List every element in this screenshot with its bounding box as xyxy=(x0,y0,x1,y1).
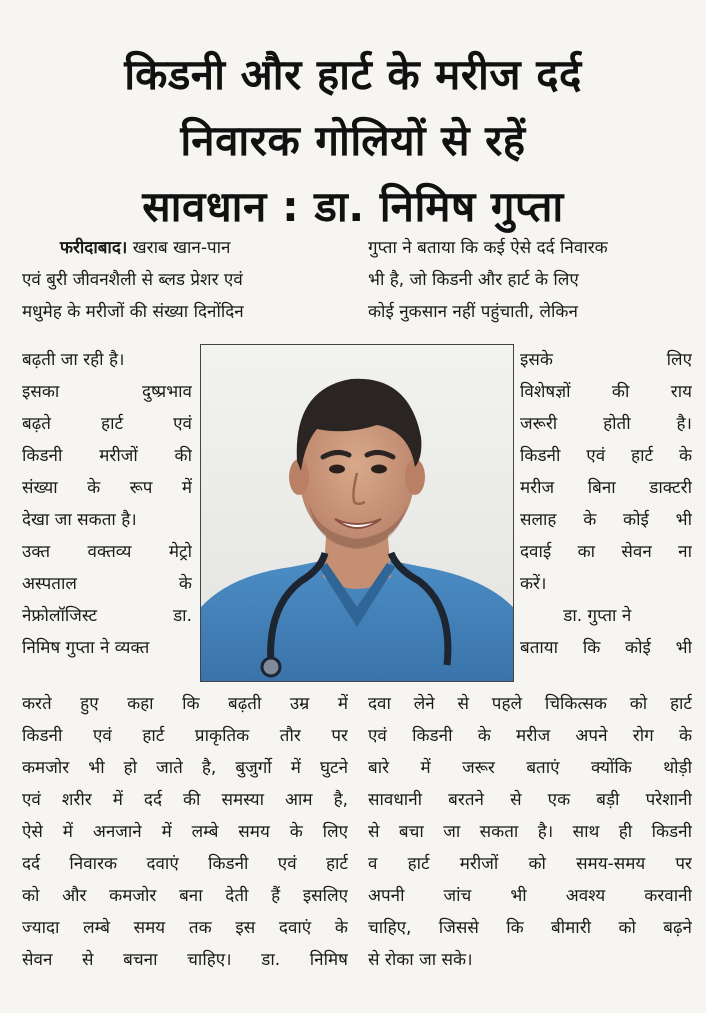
body-line: गुप्ता ने बताया कि कई ऐसे दर्द निवारक xyxy=(368,238,608,258)
body-line: कोई नुकसान नहीं पहुंचाती, लेकिन xyxy=(368,302,578,322)
body-line: इसका दुष्प्रभाव xyxy=(22,382,192,402)
body-line: संख्या के रूप में xyxy=(22,478,192,498)
body-line: करें। xyxy=(520,574,547,594)
body-column-right-bottom xyxy=(368,688,692,976)
body-line: मरीज बिना डाक्टरी xyxy=(520,478,692,498)
body-column-left-wrap xyxy=(22,344,192,664)
headline-line: सावधान : डा. निमिष गुप्ता xyxy=(142,182,564,232)
dateline: फरीदाबाद। xyxy=(59,238,128,258)
body-line: एवं बुरी जीवनशैली से ब्लड प्रेशर एवं xyxy=(22,270,243,290)
body-line: बारे में जरूर बताएं क्योंकि थोड़ी xyxy=(368,758,692,778)
body-text: खराब खान-पान xyxy=(127,238,231,258)
body-line: कमजोर भी हो जाते है, बुजुर्गो में घुटने xyxy=(22,758,348,778)
body-line xyxy=(22,232,348,264)
body-line: किडनी एवं हार्ट के xyxy=(520,446,692,466)
body-line: नेफ्रोलॉजिस्ट डा. xyxy=(22,606,192,626)
body-line: को और कमजोर बना देती हैं इसलिए xyxy=(22,886,348,906)
body-line: सेवन से बचना चाहिए। डा. निमिष xyxy=(22,950,348,970)
headline-line: किडनी और हार्ट के मरीज दर्द xyxy=(124,50,582,100)
body-line: बढ़ते हार्ट एवं xyxy=(22,414,192,434)
body-line: मधुमेह के मरीजों की संख्या दिनोंदिन xyxy=(22,302,244,322)
body-column-right-wrap xyxy=(520,344,692,664)
body-line: से रोका जा सके। xyxy=(368,950,473,970)
body-line: से बचा जा सकता है। साथ ही किडनी xyxy=(368,822,692,842)
body-line: ऐसे में अनजाने में लम्बे समय के लिए xyxy=(22,822,348,842)
body-line xyxy=(520,600,692,632)
body-line: दर्द निवारक दवाएं किडनी एवं हार्ट xyxy=(22,854,348,874)
body-line: किडनी एवं हार्ट प्राकृतिक तौर पर xyxy=(22,726,348,746)
body-line: विशेषज्ञों की राय xyxy=(520,382,692,402)
body-line: बढ़ती जा रही है। xyxy=(22,350,125,370)
headline xyxy=(20,42,686,240)
body-line: ज्यादा लम्बे समय तक इस दवाएं के xyxy=(22,918,348,938)
body-line: सलाह के कोई भी xyxy=(520,510,692,530)
body-line: सावधानी बरतने से एक बड़ी परेशानी xyxy=(368,790,692,810)
body-line: अपनी जांच भी अवश्य करवानी xyxy=(368,886,692,906)
body-line: बताया कि कोई भी xyxy=(520,638,692,658)
body-line: करते हुए कहा कि बढ़ती उम्र में xyxy=(22,694,348,714)
body-line: भी है, जो किडनी और हार्ट के लिए xyxy=(368,270,579,290)
body-line: जरूरी होती है। xyxy=(520,414,692,434)
body-column-left-bottom xyxy=(22,688,348,976)
body-line: देखा जा सकता है। xyxy=(22,510,137,530)
body-line: निमिष गुप्ता ने व्यक्त xyxy=(22,638,150,658)
body-line: इसके लिए xyxy=(520,350,692,370)
headline-line: निवारक गोलियों से रहें xyxy=(180,116,526,166)
body-line: एवं किडनी के मरीज अपने रोग के xyxy=(368,726,692,746)
body-line: दवा लेने से पहले चिकित्सक को हार्ट xyxy=(368,694,692,714)
body-line: दवाई का सेवन ना xyxy=(520,542,692,562)
body-line: अस्पताल के xyxy=(22,574,192,594)
portrait-photo xyxy=(200,344,514,682)
portrait-photo-illustration xyxy=(201,345,513,681)
body-line: एवं शरीर में दर्द की समस्या आम है, xyxy=(22,790,348,810)
body-line: उक्त वक्तव्य मेट्रो xyxy=(22,542,192,562)
body-text: डा. गुप्ता ने xyxy=(563,606,632,626)
body-line: व हार्ट मरीजों को समय-समय पर xyxy=(368,854,692,874)
body-column-left-top xyxy=(22,232,348,328)
body-line: किडनी मरीजों की xyxy=(22,446,192,466)
body-line: चाहिए, जिससे कि बीमारी को बढ़ने xyxy=(368,918,692,938)
body-column-right-top xyxy=(368,232,692,328)
